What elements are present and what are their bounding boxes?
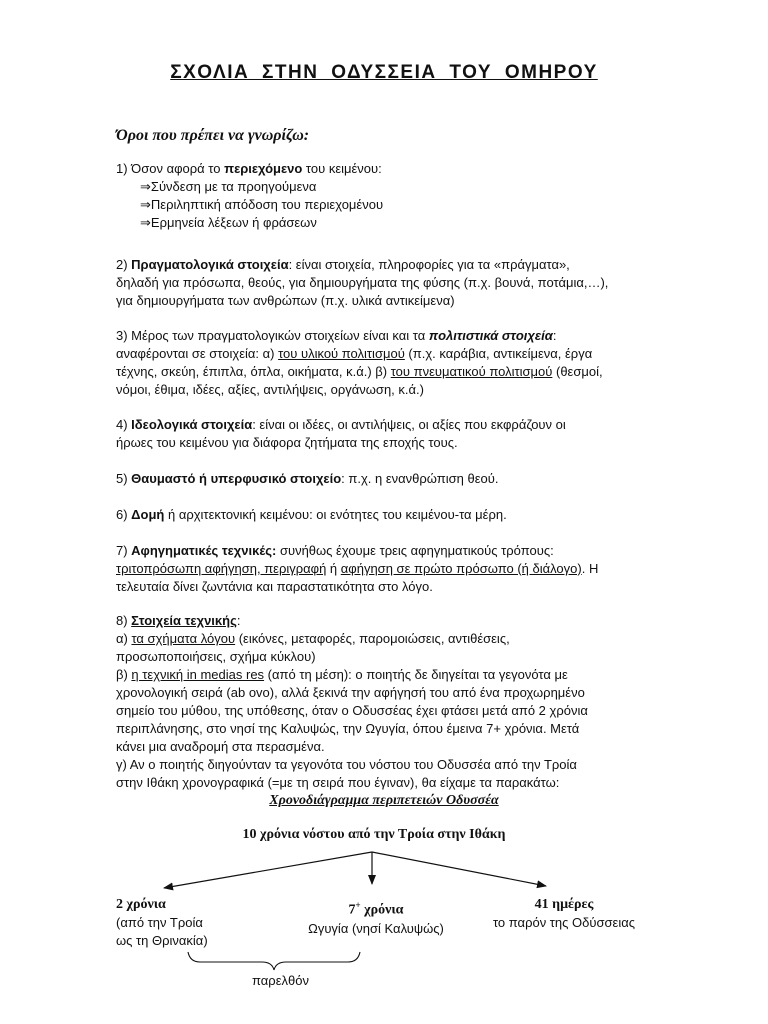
section-8: 8) Στοιχεία τεχνικής: α) τα σχήματα λόγου (εικόνες, μεταφορές, παρομοιώσεις, αντιθέσεις, προσωποποιήσεις, σχήμα κύκλου) β) η τεχνική in medias res (από τη μέση): ο ποιητής δε διηγείται τα γεγονότα με χρονολογική σειρά (ab ovo), αλλά ξεκινά την αφήγησή του από ένα προχωρημένο σημείο του μύθου, της υπόθεσης, όταν ο Οδυσσέας έχει φτάσει μετά από 2 χρόνια περιπλάνησης, στο νησί της Καλυψώς, την Ωγυγία, όπου έμεινα 7+ χρόνια. Μετά κάνει μια αναδρομή στα περασμένα. γ) Αν ο ποιητής διηγούνταν τα γεγονότα του νόστου του Οδυσσέα από την Τροία στην Ιθάκη χρονογραφικά (=με τη σειρά που έγιναν), θα είχαμε τα παρακάτω: — [116, 612, 656, 792]
list-item: ⇒Περιληπτική απόδοση του περιεχομένου — [140, 197, 384, 212]
section-text: τελευταία δίνει ζωντάνια και παραστατικότητα στο λόγο. — [116, 579, 433, 594]
section-text: του κειμένου: — [302, 161, 382, 176]
section-text: περιπλάνησης, στο νησί της Καλυψώς, την Ωγυγία, όπου έμεινα 7+ χρόνια. Μετά — [116, 721, 580, 736]
page-title: ΣΧΟΛΙΑ ΣΤΗΝ ΟΔΥΣΣΕΙΑ ΤΟΥ ΟΜΗΡΟΥ — [170, 62, 598, 83]
underlined-term: η τεχνική in medias res — [131, 667, 265, 682]
implies-arrow-icon: ⇒ — [140, 197, 151, 212]
timeline-col-right: 41 ημέρες το παρόν της Οδύσσειας — [484, 896, 644, 932]
underlined-term: του πνευματικού πολιτισμού — [390, 364, 553, 379]
term-bold: πολιτιστικά στοιχεία — [428, 328, 553, 343]
term-bold: περιεχόμενο — [224, 161, 303, 176]
arrow-right — [372, 852, 546, 886]
section-text: ήρωες του κειμένου για διάφορα ζητήματα της εποχής τους. — [116, 435, 458, 450]
section-text: κάνει μια αναδρομή στα περασμένα. — [116, 739, 325, 754]
timeline-heading: 2 χρόνια — [116, 897, 166, 912]
section-text: για δημιουργήματα των ανθρώπων (π.χ. υλικά αντικείμενα) — [116, 293, 455, 308]
implies-arrow-icon: ⇒ — [140, 215, 151, 230]
term-bold: Αφηγηματικές τεχνικές: — [131, 543, 277, 558]
timeline-col-middle: 7+ χρόνια Ωγυγία (νησί Καλυψώς) — [296, 896, 456, 938]
timeline-col-left: 2 χρόνια (από την Τροία ως τη Θρινακία) — [116, 897, 208, 948]
underlined-term: αφήγηση σε πρώτο πρόσωπο (ή διάλογο) — [340, 561, 582, 576]
section-6: 6) Δομή ή αρχιτεκτονική κειμένου: οι ενότητες του κειμένου-τα μέρη. — [116, 507, 507, 522]
implies-arrow-icon: ⇒ — [140, 179, 151, 194]
timeline-root: 10 χρόνια νόστου από την Τροία στην Ιθάκη — [242, 827, 506, 842]
past-label: παρελθόν — [252, 973, 309, 988]
section-text: δηλαδή για πρόσωπα, θεούς, για δημιουργήματα της φύσης (π.χ. βουνά, ποτάμια,…), — [116, 275, 609, 290]
section-5: 5) Θαυμαστό ή υπερφυσικό στοιχείο: π.χ. η ενανθρώπιση θεού. — [116, 471, 499, 486]
section-text: προσωποποιήσεις, σχήμα κύκλου) — [116, 649, 316, 664]
section-4: 4) Ιδεολογικά στοιχεία: είναι οι ιδέες, οι αντιλήψεις, οι αξίες που εκφράζουν οι ήρωες του κειμένου για διάφορα ζητήματα της εποχής τους. — [116, 416, 656, 452]
term-bold: Θαυμαστό ή υπερφυσικό στοιχείο — [131, 471, 342, 486]
section-text: σημείο του μύθου, της υπόθεσης, όταν ο Οδυσσέας έχει φτάσει μετά από 2 χρόνια — [116, 703, 588, 718]
term-bold: Ιδεολογικά στοιχεία — [131, 417, 253, 432]
section-text: στην Ιθάκη χρονογραφικά (=με τη σειρά που έγιναν), θα είχαμε τα παρακάτω: — [116, 775, 560, 790]
underlined-term: τριτοπρόσωπη αφήγηση, περιγραφή — [116, 561, 327, 576]
term-bold: Στοιχεία τεχνικής — [131, 613, 237, 628]
underlined-term: τα σχήματα λόγου — [131, 631, 236, 646]
list-item: ⇒Σύνδεση με τα προηγούμενα — [140, 179, 317, 194]
underlined-term: του υλικού πολιτισμού — [278, 346, 405, 361]
section-text: νόμοι, έθιμα, ιδέες, αξίες, αντιλήψεις, οργάνωση, κ.ά.) — [116, 382, 424, 397]
section-3: 3) Μέρος των πραγματολογικών στοιχείων είναι και τα πολιτιστικά στοιχεία: αναφέρονται σε στοιχεία: α) του υλικού πολιτισμού (π.χ. καράβια, αντικείμενα, έργα τέχνης, σκεύη, έπιπλα, όπλα, οικήματα, κ.ά.) β) του πνευματικού πολιτισμού (θεσμοί, νόμοι, έθιμα, ιδέες, αξίες, αντιλήψεις, οργάνωση, κ.ά.) — [116, 327, 656, 399]
section-text: χρονολογική σειρά (ab ovo), αλλά ξεκινά την αφήγησή του από ένα προχωρημένο — [116, 685, 585, 700]
list-item: ⇒Ερμηνεία λέξεων ή φράσεων — [140, 215, 317, 230]
section-2: 2) Πραγματολογικά στοιχεία: είναι στοιχεία, πληροφορίες για τα «πράγματα», δηλαδή για πρόσωπα, θεούς, για δημιουργήματα της φύσης (π.χ. βουνά, ποτάμια,…), για δημιουργήματα των ανθρώπων (π.χ. υλικά αντικείμενα) — [116, 256, 656, 310]
section-7: 7) Αφηγηματικές τεχνικές: συνήθως έχουμε τρεις αφηγηματικούς τρόπους: τριτοπρόσωπη αφήγηση, περιγραφή ή αφήγηση σε πρώτο πρόσωπο (ή διάλογο). Η τελευταία δίνει ζωντάνια και παραστατικότητα στο λόγο. — [116, 542, 656, 596]
arrow-left — [164, 852, 372, 888]
section-text: γ) Αν ο ποιητής διηγούνταν τα γεγονότα του νόστου του Οδυσσέα από την Τροία — [116, 757, 577, 772]
term-bold: Δομή — [131, 507, 165, 522]
section-text: Όσον αφορά το — [131, 161, 225, 176]
timeline-title: Χρονοδιάγραμμα περιπετειών Οδυσσέα — [269, 793, 499, 808]
term-bold: Πραγματολογικά στοιχεία — [131, 257, 289, 272]
timeline-heading: 41 ημέρες — [534, 897, 594, 912]
section-number: 1) — [116, 161, 132, 176]
timeline-heading: 7+ χρόνια — [348, 900, 404, 918]
terms-heading: Όροι που πρέπει να γνωρίζω: — [116, 127, 310, 144]
past-brace — [188, 952, 360, 970]
